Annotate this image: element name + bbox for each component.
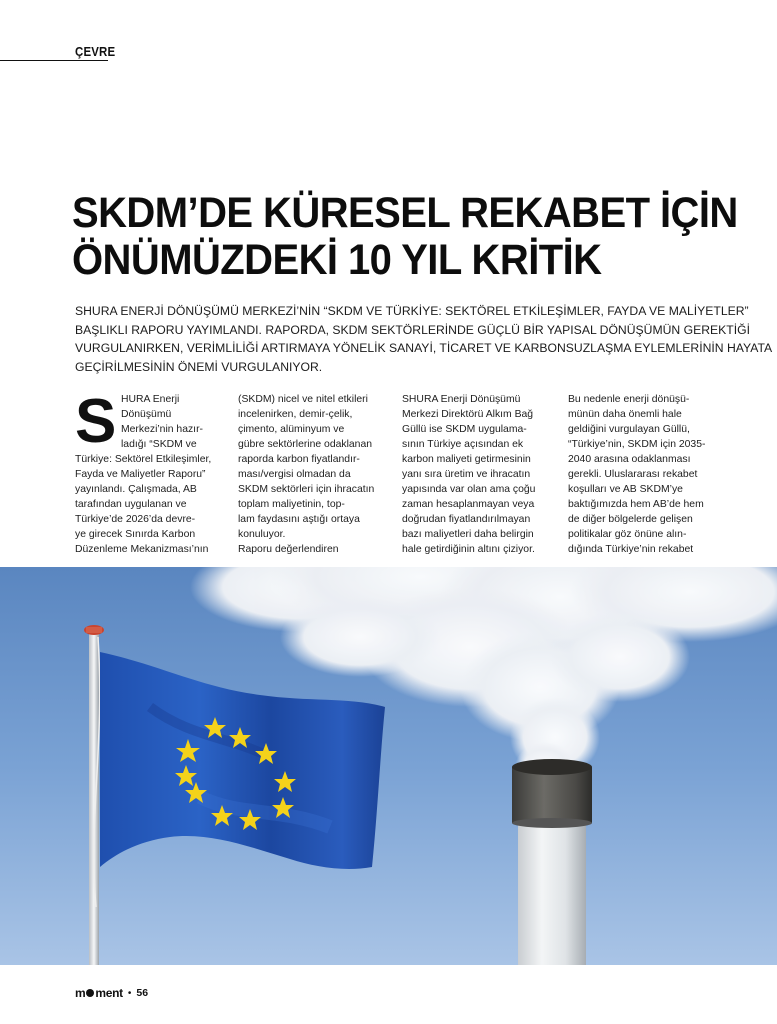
magazine-logo: m ment <box>75 986 123 1000</box>
lead-line: SHURA ENERJİ DÖNÜŞÜMÜ MERKEZİ’NİN “SKDM VE TÜRKİYE: SEKTÖREL ETKİLEŞİMLER, FAYDA VE MALİYETLER” <box>75 304 749 318</box>
body-line: Düzenleme Mekanizması’nın <box>75 544 209 555</box>
body-line: Bu nedenle enerji dönüşü- <box>568 394 690 405</box>
body-column-3 <box>402 392 552 557</box>
body-line: çimento, alüminyum ve <box>238 424 345 435</box>
body-column-1 <box>75 387 225 557</box>
logo-dot-icon <box>86 989 94 997</box>
body-line: doğrudan fiyatlandırılmayan <box>402 514 531 525</box>
body-line: ması/vergisi olmadan da <box>238 469 351 480</box>
body-line: politikalar göz önüne alın- <box>568 529 687 540</box>
body-column-2 <box>238 392 388 557</box>
body-line: konuluyor. <box>238 529 286 540</box>
body-line: HURA Enerji <box>121 394 180 405</box>
section-rule <box>0 60 108 61</box>
chimney <box>512 759 592 965</box>
body-line: toplam maliyetinin, top- <box>238 499 345 510</box>
page-number: 56 <box>136 987 149 999</box>
body-line: yanı sıra üretim ve ihracatın <box>402 469 531 480</box>
body-line: Fayda ve Maliyetler Raporu” <box>75 469 206 480</box>
drop-cap: S <box>75 387 117 456</box>
body-line: 2040 arasına odaklanması <box>568 454 691 465</box>
body-line: raporda karbon fiyatlandır- <box>238 454 360 465</box>
eu-flag-smokestack-photo <box>0 567 777 965</box>
body-line: gübre sektörlerine odaklanan <box>238 439 373 450</box>
body-line: baktığımızda hem AB’de hem <box>568 499 704 510</box>
body-line: Güllü ise SKDM uygulama- <box>402 424 527 435</box>
headline-line-1: SKDM’DE KÜRESEL REKABET İÇİN <box>72 189 738 237</box>
body-line: yayınlandı. Çalışmada, AB <box>75 484 197 495</box>
body-line: SHURA Enerji Dönüşümü <box>402 394 521 405</box>
body-line: sının Türkiye açısından ek <box>402 439 524 450</box>
body-line: lam faydasını aştığı ortaya <box>238 514 360 525</box>
body-line: gerekli. Uluslararası rekabet <box>568 469 698 480</box>
lead-line: BAŞLIKLI RAPORU YAYIMLANDI. RAPORDA, SKDM SEKTÖRLERİNDE GÜÇLÜ BİR YAPISAL DÖNÜŞÜMÜN GEREKTİĞİ <box>75 322 750 337</box>
body-line: dığında Türkiye’nin rekabet <box>568 544 694 555</box>
body-line: Merkezi Direktörü Alkım Bağ <box>402 409 534 420</box>
section-label: ÇEVRE <box>75 44 116 59</box>
body-line: zaman hesaplanmayan veya <box>402 499 535 510</box>
article-headline <box>72 189 738 284</box>
body-line: SKDM sektörleri için ihracatın <box>238 484 375 495</box>
body-line: Türkiye: Sektörel Etkileşimler, <box>75 454 212 465</box>
body-line: koşulları ve AB SKDM’ye <box>568 484 683 495</box>
headline-line-2: ÖNÜMÜZDEKİ 10 YIL KRİTİK <box>72 236 602 284</box>
body-line: ladığı “SKDM ve <box>121 439 197 450</box>
article-lead <box>75 302 773 376</box>
footer-bullet: • <box>127 987 132 999</box>
body-line: “Türkiye’nin, SKDM için 2035- <box>568 439 706 450</box>
body-line: Merkezi’nin hazır- <box>121 424 203 435</box>
body-line: yapısında var olan ama çoğu <box>402 484 536 495</box>
body-line: tarafından uygulanan ve <box>75 499 187 510</box>
body-line: Dönüşümü <box>121 409 172 420</box>
body-line: geldiğini vurgulayan Güllü, <box>568 424 690 435</box>
body-line: bazı maliyetleri daha belirgin <box>402 529 534 540</box>
lead-line: GEÇİRİLMESİNİN ÖNEMİ VURGULANIYOR. <box>75 359 323 374</box>
body-line: Türkiye’de 2026’da devre- <box>75 514 196 525</box>
body-column-4 <box>568 392 718 557</box>
body-line: Raporu değerlendiren <box>238 544 339 555</box>
lead-line: VURGULANIRKEN, VERİMLİLİĞİ ARTIRMAYA YÖNELİK SANAYİ, TİCARET VE KARBONSUZLAŞMA EYLEMLERİNİN HAYATA <box>75 341 773 356</box>
page-footer <box>75 986 148 1000</box>
body-line: (SKDM) nicel ve nitel etkileri <box>238 394 368 405</box>
body-line: ye girecek Sınırda Karbon <box>75 529 196 540</box>
body-line: karbon maliyeti getirmesinin <box>402 454 531 465</box>
body-line: münün daha önemli hale <box>568 409 682 420</box>
body-line: de diğer bölgelerde gelişen <box>568 514 693 525</box>
body-line: incelenirken, demir-çelik, <box>238 409 353 420</box>
body-line: hale getirdiğinin altını çiziyor. <box>402 544 535 555</box>
